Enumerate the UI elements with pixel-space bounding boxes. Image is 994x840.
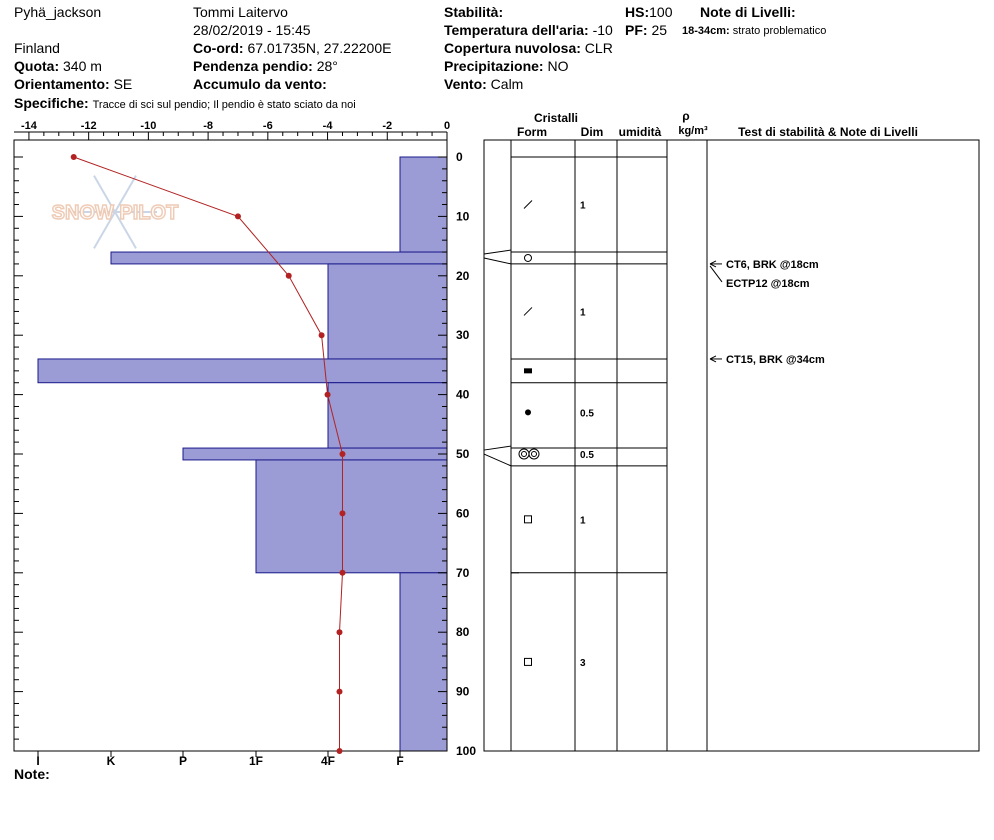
hardness-tick-label: P — [178, 754, 188, 768]
wind-value: Calm — [490, 76, 524, 92]
moisture-header: umidità — [618, 125, 662, 139]
stability-test-arrow — [710, 266, 722, 282]
hardness-layer — [183, 448, 447, 460]
air-temp-label: Temperatura dell'aria: — [444, 22, 589, 38]
temperature-point — [286, 273, 292, 279]
pf-value: 25 — [651, 22, 668, 38]
temperature-point — [319, 332, 325, 338]
temperature-tick-label: 0 — [443, 120, 451, 132]
crystal-form-bar — [524, 368, 532, 373]
hardness-tick-label: 4F — [320, 754, 336, 768]
hardness-tick-label: F — [396, 754, 404, 768]
crystal-dim-value: 1 — [580, 307, 586, 319]
location-name: Pyhä_jackson — [14, 4, 102, 20]
density-unit-header: kg/m³ — [678, 125, 708, 137]
stability-label: Stabilità: — [444, 4, 504, 20]
air-temp-value: -10 — [592, 22, 613, 38]
temperature-point — [235, 213, 241, 219]
depth-tick-label: 20 — [456, 268, 470, 283]
layer-note-text: strato problematico — [732, 25, 827, 37]
hardness-layer — [328, 383, 447, 448]
temperature-point — [339, 451, 345, 457]
depth-tick-label: 50 — [456, 447, 470, 461]
hs-value: 100 — [649, 4, 673, 20]
depth-tick-label: 0 — [456, 150, 463, 164]
temperature-point — [339, 510, 345, 516]
depth-tick-label: 10 — [456, 209, 470, 224]
aspect-value: SE — [113, 76, 133, 92]
crystal-form-double-circle — [529, 449, 539, 459]
hardness-layer — [111, 252, 447, 264]
wind-label: Vento: — [444, 76, 487, 92]
hardness-layer — [256, 460, 447, 573]
notes-label: Note: — [14, 766, 50, 782]
layer-connector — [484, 446, 511, 450]
dim-header: Dim — [580, 125, 604, 139]
stability-test-label: CT15, BRK @34cm — [726, 353, 825, 366]
crystal-dim-value: 1 — [580, 200, 586, 212]
temperature-tick-label: -14 — [20, 120, 37, 132]
crystal-form-slash — [524, 307, 532, 315]
watermark-text: SNOW PILOT — [51, 202, 179, 224]
specifics-value: Tracce di sci sul pendio; Il pendio è stato sciato da noi — [92, 99, 356, 111]
precip-label: Precipitazione: — [444, 58, 544, 74]
aspect-label: Orientamento: — [14, 76, 110, 92]
depth-tick-label: 90 — [456, 684, 470, 699]
depth-tick-label: 60 — [456, 506, 470, 521]
layer-connector — [484, 250, 511, 254]
temperature-tick-label: -4 — [322, 120, 333, 132]
crystal-form-double-circle-inner — [522, 452, 527, 457]
hardness-tick-label: K — [106, 754, 116, 768]
depth-tick-label: 40 — [456, 387, 470, 402]
hardness-tick-label: I — [36, 754, 40, 768]
temperature-point — [336, 629, 342, 635]
temperature-tick-label: -10 — [140, 120, 157, 132]
slope-label: Pendenza pendio: — [193, 58, 313, 74]
coord-label: Co-ord: — [193, 40, 244, 56]
layer-connector — [484, 258, 511, 264]
temperature-point — [325, 392, 331, 398]
crystal-dim-value: 0.5 — [580, 450, 594, 461]
hardness-tick-label: 1F — [248, 754, 264, 768]
temperature-point — [71, 154, 77, 160]
depth-tick-label: 80 — [456, 625, 470, 640]
depth-tick-label: 70 — [456, 565, 470, 580]
observation-datetime: 28/02/2019 - 15:45 — [193, 22, 311, 38]
hs-label: HS: — [625, 4, 650, 20]
hardness-layer — [400, 573, 447, 751]
watermark-logo — [52, 176, 179, 249]
wind-loading-label: Accumulo da vento: — [193, 76, 327, 92]
crystal-table-frame — [484, 140, 979, 751]
coord-value: 67.01735N, 27.22200E — [247, 40, 392, 56]
stability-tests-header: Test di stabilità & Note di Livelli — [738, 125, 918, 139]
country: Finland — [14, 40, 60, 56]
crystal-form-double-circle-inner — [532, 452, 537, 457]
temperature-tick-label: -6 — [262, 120, 273, 132]
crystal-dim-value: 0.5 — [580, 408, 594, 420]
crystal-form-circle — [525, 254, 532, 261]
temperature-tick-label: -8 — [203, 120, 213, 132]
temperature-point — [339, 570, 345, 576]
crystal-form-slash — [524, 201, 532, 209]
pf-label: PF: — [625, 22, 648, 38]
density-symbol: ρ — [682, 109, 690, 123]
layer-connector — [484, 454, 511, 466]
crystal-form-dot — [525, 409, 531, 415]
crystals-header: Cristalli — [533, 111, 579, 125]
temperature-tick-label: -2 — [382, 120, 393, 132]
depth-tick-label: 30 — [456, 328, 470, 343]
temperature-point — [336, 748, 342, 754]
form-header: Form — [517, 125, 547, 139]
crystal-dim-value: 3 — [580, 657, 586, 669]
stability-test-label: CT6, BRK @18cm — [726, 258, 819, 271]
crystal-dim-value: 1 — [580, 515, 586, 527]
temperature-tick-label: -12 — [80, 120, 97, 132]
hardness-layer — [400, 157, 447, 252]
cloud-label: Copertura nuvolosa: — [444, 40, 581, 56]
observer-name: Tommi Laitervo — [193, 4, 288, 20]
layer-notes-title: Note di Livelli: — [700, 4, 796, 20]
elevation-label: Quota: — [14, 58, 60, 74]
layer-note-range: 18-34cm: — [682, 25, 730, 37]
crystal-form-square — [525, 516, 532, 523]
cloud-value: CLR — [584, 40, 613, 56]
stability-test-label: ECTP12 @18cm — [726, 277, 810, 290]
hardness-layer — [38, 359, 447, 383]
slope-value: 28° — [316, 58, 338, 74]
specifics-label: Specifiche: — [14, 95, 89, 111]
crystal-form-square — [525, 658, 532, 665]
depth-tick-label: 100 — [456, 744, 477, 758]
temperature-point — [336, 689, 342, 695]
elevation-value: 340 m — [63, 58, 102, 74]
precip-value: NO — [547, 58, 569, 74]
hardness-layer — [328, 264, 447, 359]
crystal-form-double-circle — [519, 449, 529, 459]
